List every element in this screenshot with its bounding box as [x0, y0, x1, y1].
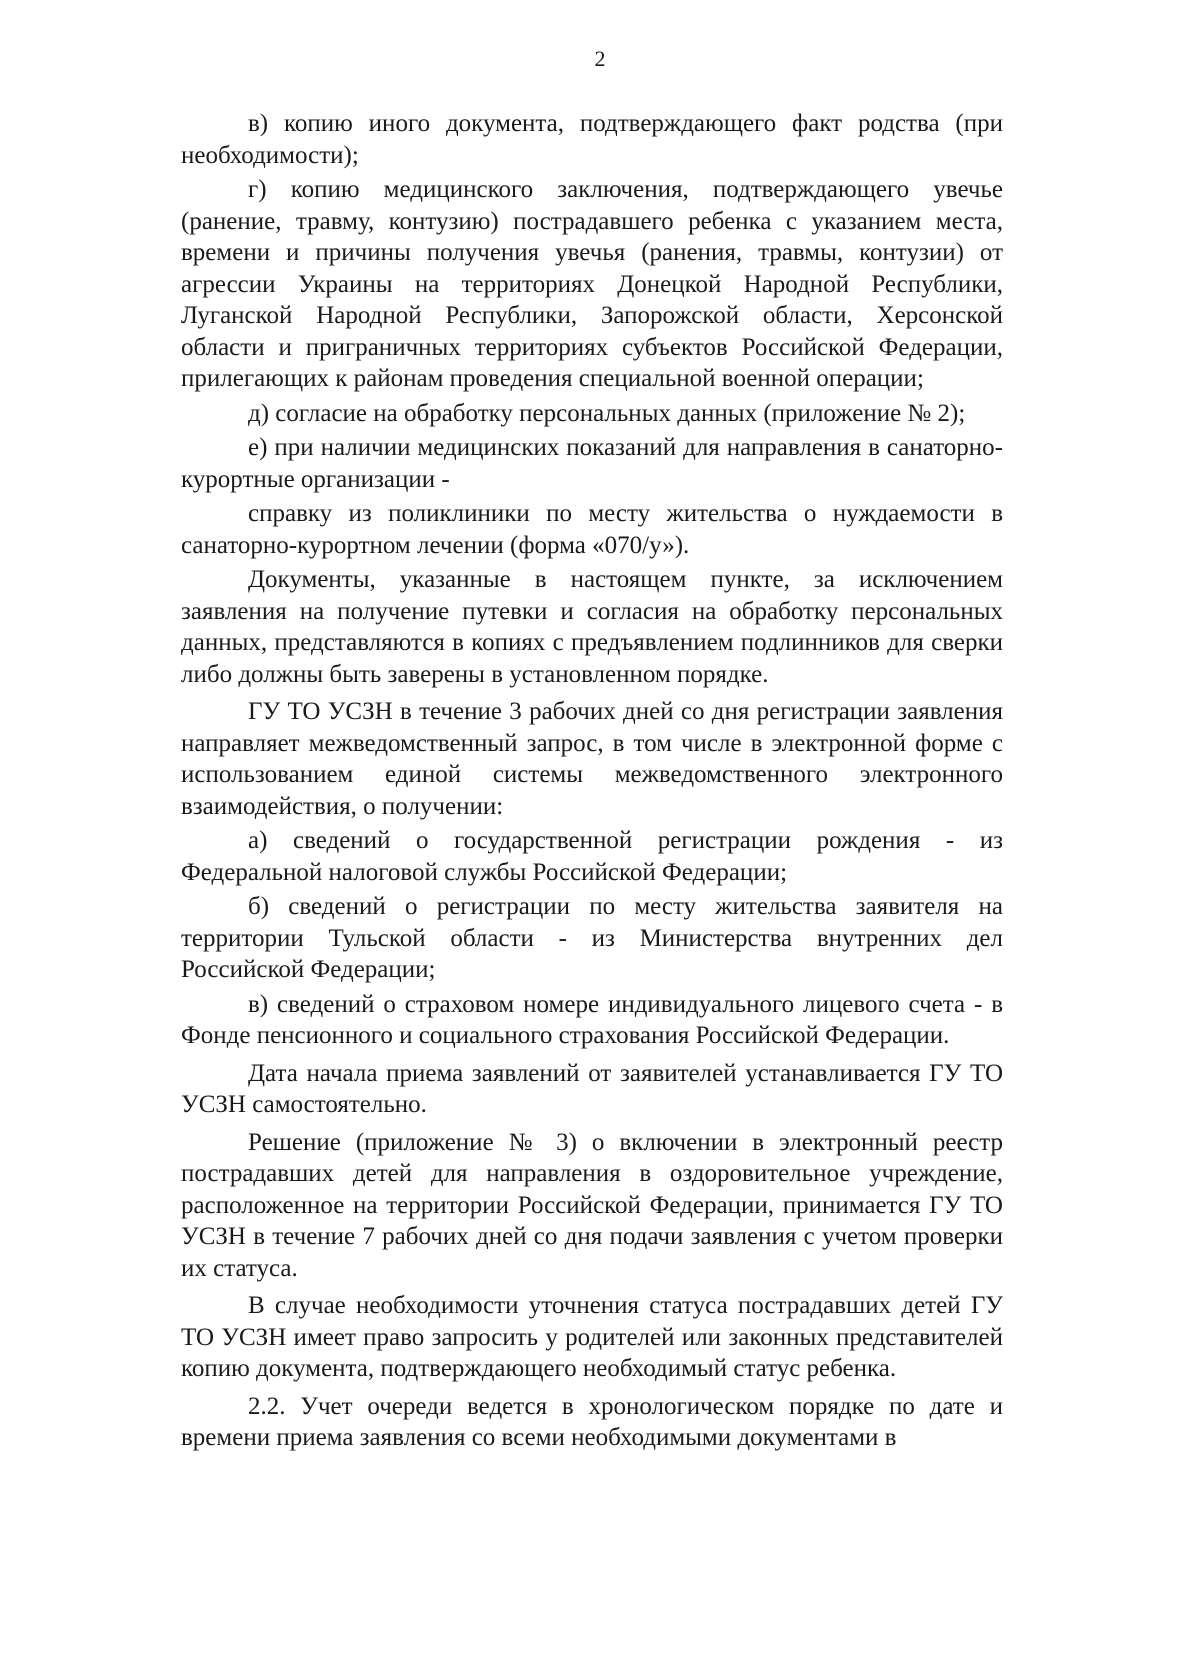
- paragraph: справку из поликлиники по месту жительства о нуждаемости в санаторно-курортном лечении (форма «070/у»).: [181, 500, 1003, 559]
- paragraph: в) копию иного документа, подтверждающего факт родства (при необходимости);: [181, 110, 1003, 169]
- paragraph: б) сведений о регистрации по месту жительства заявителя на территории Тульской области - из Министерства внутренних дел Российской Федерации;: [181, 893, 1003, 983]
- paragraph: Дата начала приема заявлений от заявителей устанавливается ГУ ТО УСЗН самостоятельно.: [181, 1059, 1003, 1118]
- document-body: [181, 108, 1003, 1454]
- paragraph: Документы, указанные в настоящем пункте, за исключением заявления на получение путевки и согласия на обработку персональных данных, представляются в копиях с предъявлением подлинников для сверки либо должны быть заверены в установленном порядке.: [181, 566, 1003, 688]
- paragraph: д) согласие на обработку персональных данных (приложение № 2);: [248, 399, 966, 427]
- paragraph: В случае необходимости уточнения статуса пострадавших детей ГУ ТО УСЗН имеет право запросить у родителей или законных представителей копию документа, подтверждающего необходимый статус ребенка.: [181, 1292, 1003, 1382]
- paragraph: Решение (приложение № 3) о включении в электронный реестр пострадавших детей для направления в оздоровительное учреждение, расположенное на территории Российской Федерации, принимается ГУ ТО УСЗН в течение 7 рабочих дней со дня подачи заявления с учетом проверки их статуса.: [181, 1128, 1003, 1282]
- paragraph: ГУ ТО УСЗН в течение 3 рабочих дней со дня регистрации заявления направляет межведомственный запрос, в том числе в электронной форме с использованием единой системы межведомственного электронного взаимодействия, о получении:: [181, 698, 1003, 820]
- paragraph: 2.2. Учет очереди ведется в хронологическом порядке по дате и времени приема заявления со всеми необходимыми документами в: [181, 1392, 1003, 1451]
- paragraph: е) при наличии медицинских показаний для направления в санаторно-курортные организации -: [181, 434, 1003, 493]
- page-number: 2: [594, 46, 606, 71]
- paragraph: г) копию медицинского заключения, подтверждающего увечье (ранение, травму, контузию) пострадавшего ребенка с указанием места, времени и причины получения увечья (ранения, травмы, контузии) от агрессии Украины на территориях Донецкой Народной Республики, Луганской Народной Республики, Запорожской области, Херсонской области и приграничных территориях субъектов Российской Федерации, прилегающих к районам проведения специальной военной операции;: [181, 176, 1003, 392]
- paragraph: в) сведений о страховом номере индивидуального лицевого счета - в Фонде пенсионного и социального страхования Российской Федерации.: [181, 990, 1003, 1049]
- paragraph: а) сведений о государственной регистрации рождения - из Федеральной налоговой службы Российской Федерации;: [181, 827, 1003, 886]
